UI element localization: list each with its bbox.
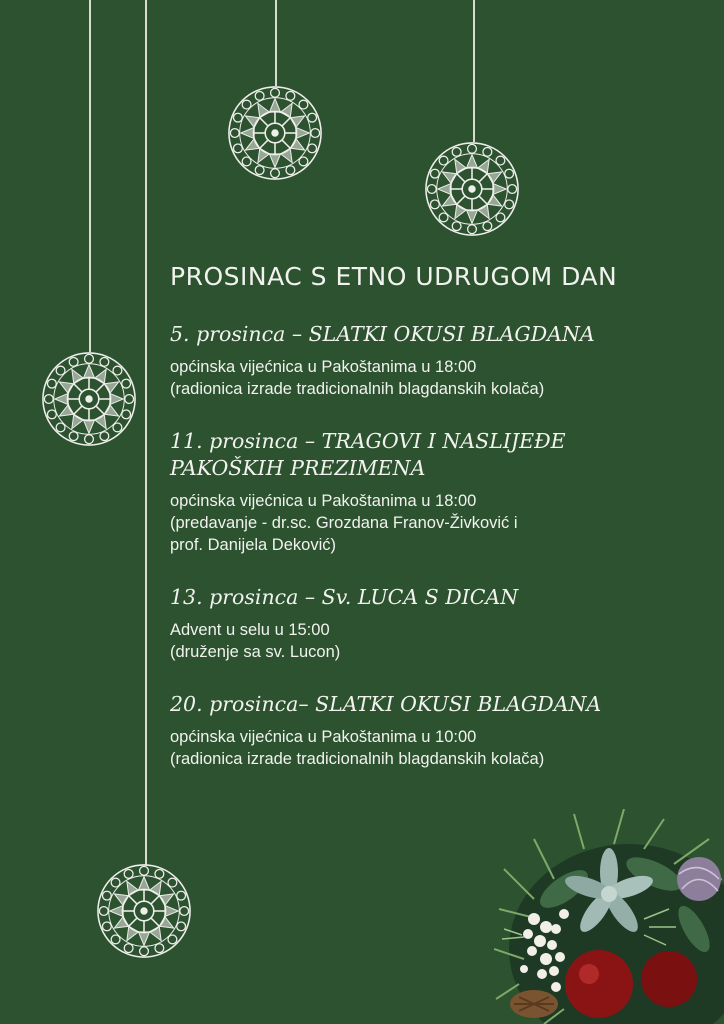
event-description: (radionica izrade tradicionalnih blagdanskih kolača) bbox=[170, 750, 545, 768]
event-location: općinska vijećnica u Pakoštanima u 18:00 bbox=[170, 358, 477, 376]
lace-ornament-icon bbox=[226, 84, 324, 182]
ornament-string bbox=[473, 0, 475, 142]
event-location: općinska vijećnica u Pakoštanima u 18:00 bbox=[170, 492, 477, 510]
ornament-string bbox=[89, 0, 91, 352]
ornament-string bbox=[275, 0, 277, 86]
lace-ornament-icon bbox=[40, 350, 138, 448]
event-item bbox=[170, 691, 710, 770]
event-item bbox=[170, 584, 710, 663]
christmas-bouquet bbox=[494, 809, 724, 1024]
ornament-string bbox=[145, 0, 147, 865]
event-heading: 20. prosinca– SLATKI OKUSI BLAGDANA bbox=[170, 692, 602, 716]
event-location: općinska vijećnica u Pakoštanima u 10:00 bbox=[170, 728, 477, 746]
event-item bbox=[170, 428, 710, 556]
event-heading: 13. prosinca – Sv. LUCA S DICAN bbox=[170, 585, 519, 609]
event-description: (predavanje - dr.sc. Grozdana Franov-Živković i bbox=[170, 514, 518, 532]
event-item bbox=[170, 321, 710, 400]
event-heading: 11. prosinca – TRAGOVI I NASLIJEĐE PAKOŠKIH PREZIMENA bbox=[170, 429, 566, 480]
lace-ornament-icon bbox=[95, 862, 193, 960]
event-description: prof. Danijela Deković) bbox=[170, 536, 336, 554]
lace-ornament-icon bbox=[423, 140, 521, 238]
event-description: (druženje sa sv. Lucon) bbox=[170, 643, 341, 661]
event-program bbox=[170, 262, 710, 798]
event-description: (radionica izrade tradicionalnih blagdanskih kolača) bbox=[170, 380, 545, 398]
event-heading: 5. prosinca – SLATKI OKUSI BLAGDANA bbox=[170, 322, 595, 346]
event-location: Advent u selu u 15:00 bbox=[170, 621, 330, 639]
page-title: PROSINAC S ETNO UDRUGOM DAN bbox=[170, 262, 618, 291]
